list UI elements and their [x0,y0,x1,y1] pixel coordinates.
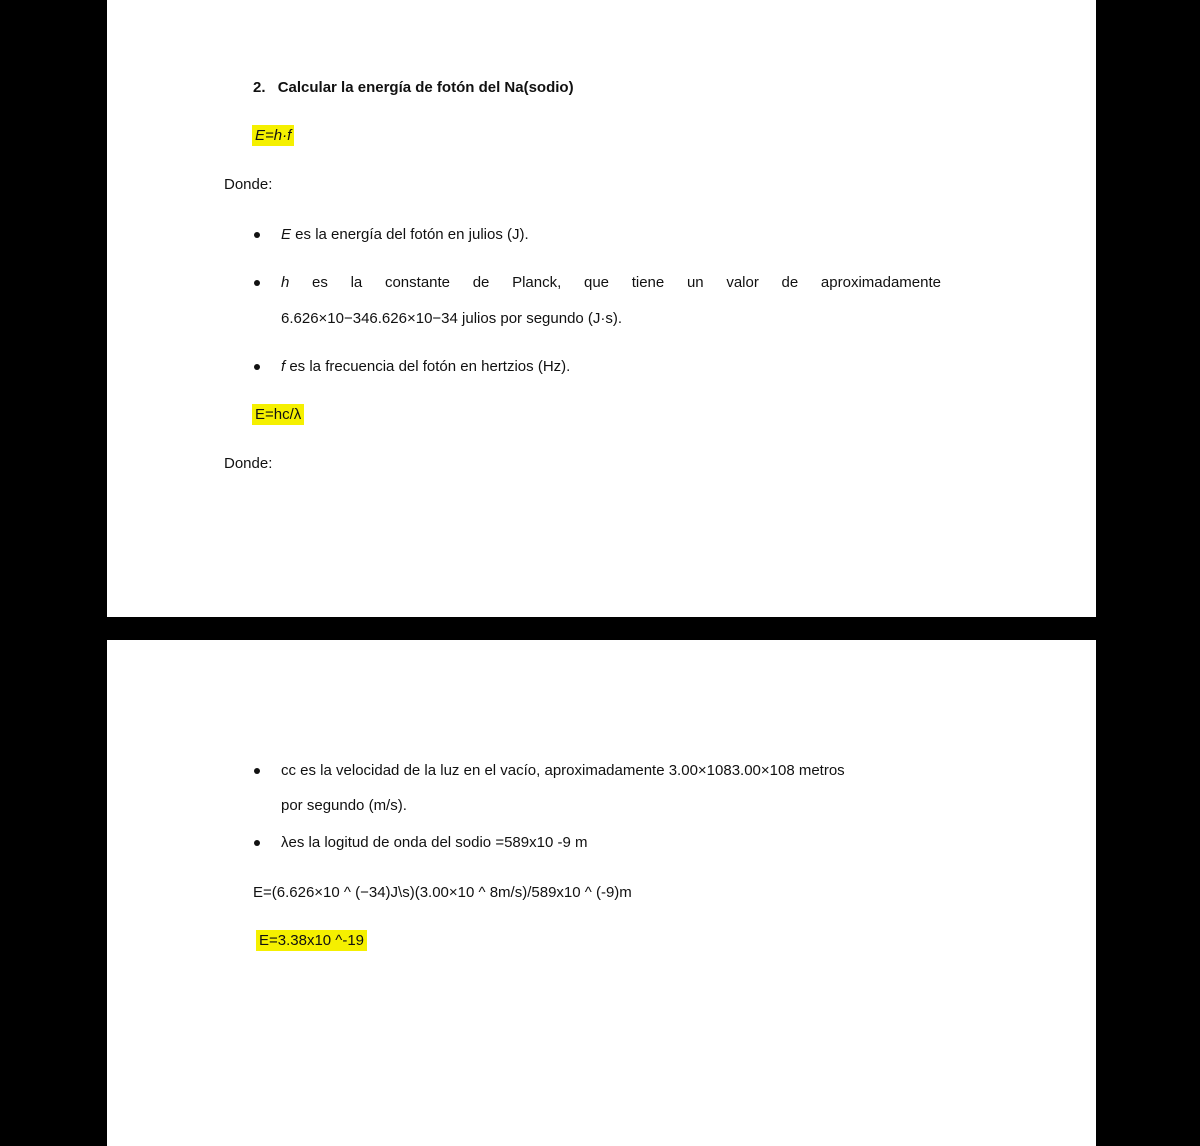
bullet-speed-of-light: cc es la velocidad de la luz en el vacío, aproximadamente 3.00×1083.00×108 metros [281,762,845,779]
bullet-frequency [281,358,570,376]
bullet-planck-text: es la constante de Planck, que tiene un valor de aproximadamente [289,274,941,291]
heading-text: Calcular la energía de fotón del Na(sodio) [277,79,574,96]
calculation-line: E=(6.626×10 ^ (−34)J\s)(3.00×10 ^ 8m/s)/589x10 ^ (-9)m [253,884,632,901]
bullet-dot [254,280,260,286]
bullet-planck-line2: 6.626×10−346.626×10−34 julios por segundo (J·s). [281,310,623,327]
formula-2-highlight: E=hc/λ [252,404,304,425]
result-line [256,932,367,950]
formula-1-highlight: E=h·f [252,125,294,146]
bullet-planck [281,274,941,292]
donde-label-1: Donde: [224,176,273,193]
bullet-energy-text: es la energía del fotón en julios (J). [291,226,529,243]
bullet-dot [254,364,260,370]
bullet-dot [254,840,260,846]
bullet-planck-line1 [281,274,941,292]
heading-number: 2. [253,79,266,96]
bullet-frequency-text: es la frecuencia del fotón en hertzios (Hz). [285,358,571,375]
symbol-h: h [281,274,290,291]
formula-energy-frequency [252,127,294,145]
section-heading [253,79,574,97]
bullet-wavelength: λes la logitud de onda del sodio =589x10 -9 m [281,834,588,851]
formula-energy-wavelength [252,406,304,424]
donde-label-2: Donde: [224,455,273,472]
document-page-bottom [107,640,1096,1146]
bullet-dot [254,232,260,238]
bullet-dot [254,768,260,774]
result-highlight: E=3.38x10 ^-19 [256,930,367,951]
document-page-top [107,0,1096,617]
bullet-speed-of-light-line2: por segundo (m/s). [281,797,407,814]
symbol-e: E [281,226,292,243]
bullet-energy [281,226,529,244]
symbol-f: f [281,358,286,375]
